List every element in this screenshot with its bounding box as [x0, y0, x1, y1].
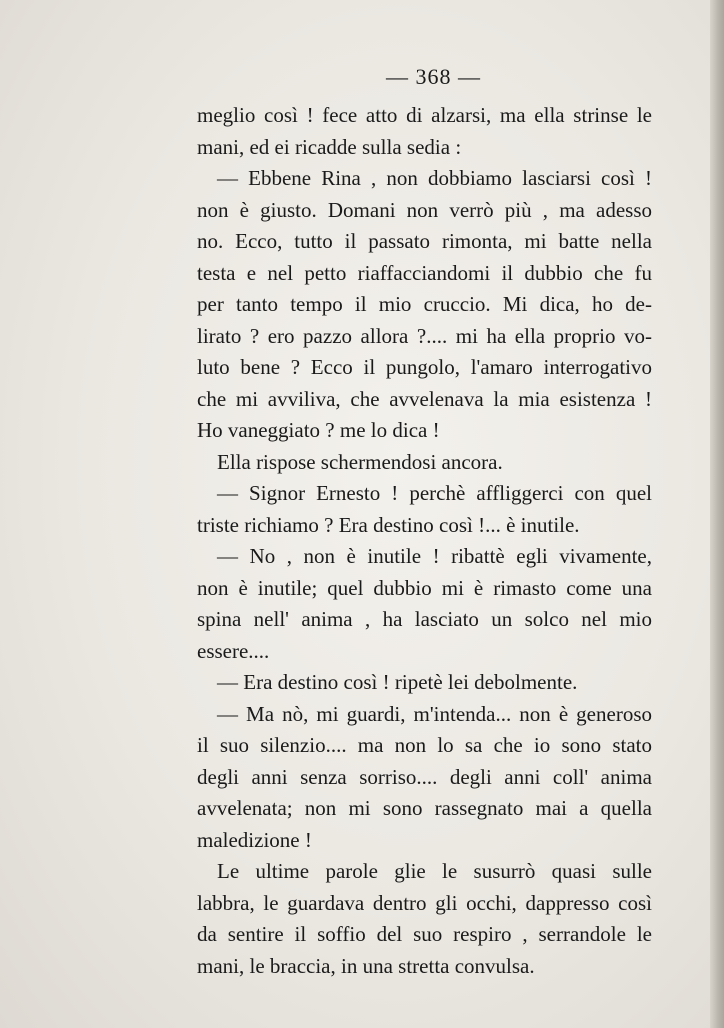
text-line: — Signor Ernesto ! perchè affliggerci con quel	[217, 481, 652, 505]
page-spine-shadow	[710, 0, 724, 1028]
text-line: per tanto tempo il mio cruccio. Mi dica, ho de-	[197, 292, 652, 316]
text-line: — No , non è inutile ! ribattè egli vivamente,	[217, 544, 652, 568]
text-line: Ho vaneggiato ? me lo dica !	[197, 418, 440, 442]
text-line: spina nell' anima , ha lasciato un solco nel mio	[197, 607, 652, 631]
body-text	[197, 100, 652, 982]
text-line: non è inutile; quel dubbio mi è rimasto come una	[197, 575, 652, 600]
text-line: triste richiamo ? Era destino così !... è inutile.	[197, 512, 580, 537]
text-line: meglio così ! fece atto di alzarsi, ma ella strinse le	[197, 103, 652, 127]
text-line: da sentire il soffio del suo respiro , serrandole le	[197, 922, 652, 946]
text-line: il suo silenzio.... ma non lo sa che io sono stato	[197, 733, 652, 757]
text-line: avvelenata; non mi sono rassegnato mai a quella	[197, 796, 652, 820]
page-number: — 368 —	[386, 64, 481, 89]
text-line: — Ebbene Rina , non dobbiamo lasciarsi così !	[217, 166, 652, 190]
text-line: Le ultime parole glie le susurrò quasi sulle	[217, 859, 652, 883]
text-line: non è giusto. Domani non verrò più , ma adesso	[197, 197, 652, 222]
text-line: essere....	[197, 638, 270, 663]
text-line: degli anni senza sorriso.... degli anni coll' anima	[197, 764, 652, 789]
text-line: — Ma nò, mi guardi, m'intenda... non è generoso	[217, 701, 652, 726]
text-line: maledizione !	[197, 827, 312, 852]
text-line: che mi avviliva, che avvelenava la mia esistenza !	[197, 386, 652, 411]
text-line: Ella rispose schermendosi ancora.	[217, 449, 503, 474]
text-line: testa e nel petto riaffacciandomi il dubbio che fu	[197, 260, 652, 285]
text-line: mani, le braccia, in una stretta convulsa.	[197, 953, 535, 978]
text-line: — Era destino così ! ripetè lei debolmente.	[217, 670, 578, 694]
text-line: mani, ed ei ricadde sulla sedia :	[197, 134, 462, 159]
text-line: luto bene ? Ecco il pungolo, l'amaro interrogativo	[197, 355, 652, 379]
text-line: labbra, le guardava dentro gli occhi, dappresso così	[197, 890, 652, 915]
text-line: lirato ? ero pazzo allora ?.... mi ha ella proprio vo-	[197, 323, 652, 348]
text-line: no. Ecco, tutto il passato rimonta, mi batte nella	[197, 229, 652, 253]
